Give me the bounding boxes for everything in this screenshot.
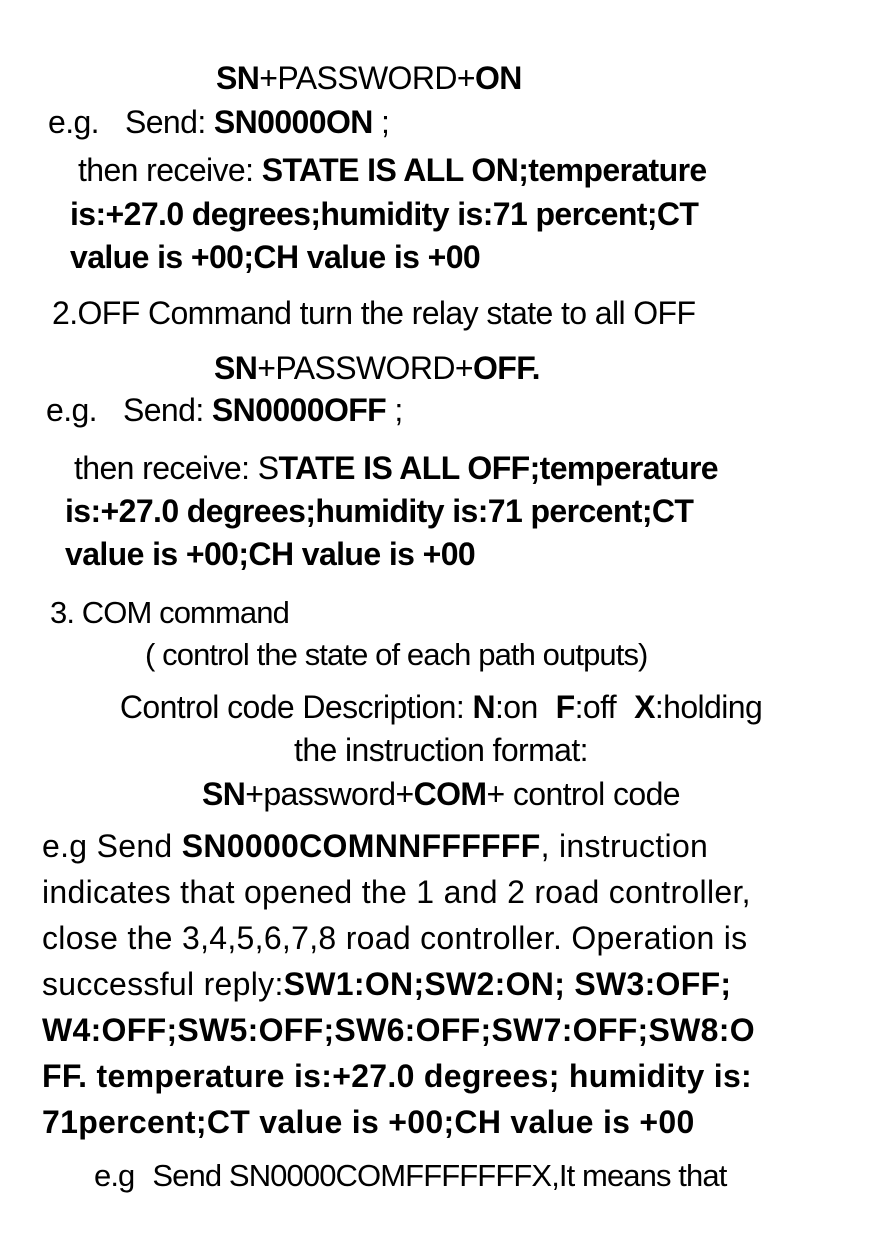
on-receive-line2 xyxy=(70,198,698,230)
com-example-reply2: W4:OFF;SW5:OFF;SW6:OFF;SW7:OFF;SW8:O xyxy=(42,1012,755,1048)
off-example-prefix: e.g. xyxy=(46,392,97,428)
com-codes-label: Control code Description: xyxy=(119,689,473,725)
on-example-label: Send: xyxy=(124,104,214,140)
com-example-line3: close the 3,4,5,6,7,8 road controller. Operation is xyxy=(42,920,748,956)
off-format xyxy=(214,352,540,384)
com-format-sn: SN xyxy=(202,776,246,812)
off-receive-line1 xyxy=(74,452,718,484)
on-example-suffix: ; xyxy=(372,104,390,140)
com-format-com: COM xyxy=(413,776,487,812)
com-example-line2: indicates that opened the 1 and 2 road controller, xyxy=(42,874,751,910)
on-example-cmd: SN0000ON xyxy=(213,104,373,140)
code-n: N xyxy=(472,689,495,725)
com-example-line5 xyxy=(42,1014,755,1046)
off-format-password: +PASSWORD+ xyxy=(257,350,473,386)
code-x: X xyxy=(634,689,655,725)
off-receive-text2: is:+27.0 degrees;humidity is:71 percent;CT xyxy=(65,493,694,529)
com-example-line1 xyxy=(42,830,708,862)
on-format-password: +PASSWORD+ xyxy=(259,60,475,96)
com-example-line4 xyxy=(42,968,731,1000)
com-heading: 3. COM command xyxy=(50,595,289,630)
on-receive-label: then receive: xyxy=(78,152,262,188)
on-receive-text2: is:+27.0 degrees;humidity is:71 percent;CT xyxy=(70,196,699,232)
on-example xyxy=(48,106,389,138)
code-f-desc: :off xyxy=(574,689,617,725)
on-receive-text3: value is +00;CH value is +00 xyxy=(70,239,481,275)
off-receive-text1: TATE IS ALL OFF;temperature xyxy=(278,450,719,486)
com-format-password: +password+ xyxy=(245,776,414,812)
com-example2-p1: e.g xyxy=(94,1158,135,1193)
on-receive-text1: STATE IS ALL ON;temperature xyxy=(261,152,707,188)
on-receive-line3 xyxy=(70,241,480,273)
com-codes xyxy=(0,691,882,723)
off-receive-label: then receive: S xyxy=(74,450,279,486)
com-example-cmd: SN0000COMNNFFFFFF xyxy=(181,828,541,864)
off-example-label: Send: xyxy=(122,392,212,428)
com-example-reply1: SW1:ON;SW2:ON; SW3:OFF; xyxy=(283,966,732,1002)
off-example-suffix: ; xyxy=(386,392,403,428)
com-format-label: the instruction format: xyxy=(294,732,588,768)
com-format xyxy=(0,778,882,810)
code-x-desc: :holding xyxy=(654,689,763,725)
off-example-cmd: SN0000OFF xyxy=(211,392,387,428)
code-f: F xyxy=(555,689,575,725)
com-subheading: ( control the state of each path outputs) xyxy=(145,637,648,672)
off-example xyxy=(46,394,403,426)
com-example-p2: , instruction xyxy=(540,828,709,864)
off-receive-line2 xyxy=(65,495,693,527)
com-example2-p2: Send SN0000COMFFFFFFFX,It means that xyxy=(152,1158,727,1193)
off-receive-line3 xyxy=(65,538,475,570)
off-heading: 2.OFF Command turn the relay state to all OFF xyxy=(52,295,696,331)
com-example-line7 xyxy=(42,1106,695,1138)
com-example-reply3: FF. temperature is:+27.0 degrees; humidity is: xyxy=(42,1058,753,1094)
com-example-p1: e.g Send xyxy=(42,828,182,864)
com-example-reply-label: successful reply: xyxy=(42,966,284,1002)
off-format-off: OFF. xyxy=(472,350,540,386)
on-format-on: ON xyxy=(474,60,522,96)
code-n-desc: :on xyxy=(494,689,538,725)
com-example2 xyxy=(94,1160,726,1191)
on-receive-line1 xyxy=(78,154,707,186)
off-receive-text3: value is +00;CH value is +00 xyxy=(65,536,476,572)
on-format-sn: SN xyxy=(216,60,260,96)
com-example-line6 xyxy=(42,1060,752,1092)
on-format xyxy=(216,62,522,94)
off-format-sn: SN xyxy=(214,350,258,386)
com-format-code: + control code xyxy=(486,776,680,812)
com-example-reply4: 71percent;CT value is +00;CH value is +00 xyxy=(42,1104,695,1140)
on-example-prefix: e.g. xyxy=(48,104,99,140)
